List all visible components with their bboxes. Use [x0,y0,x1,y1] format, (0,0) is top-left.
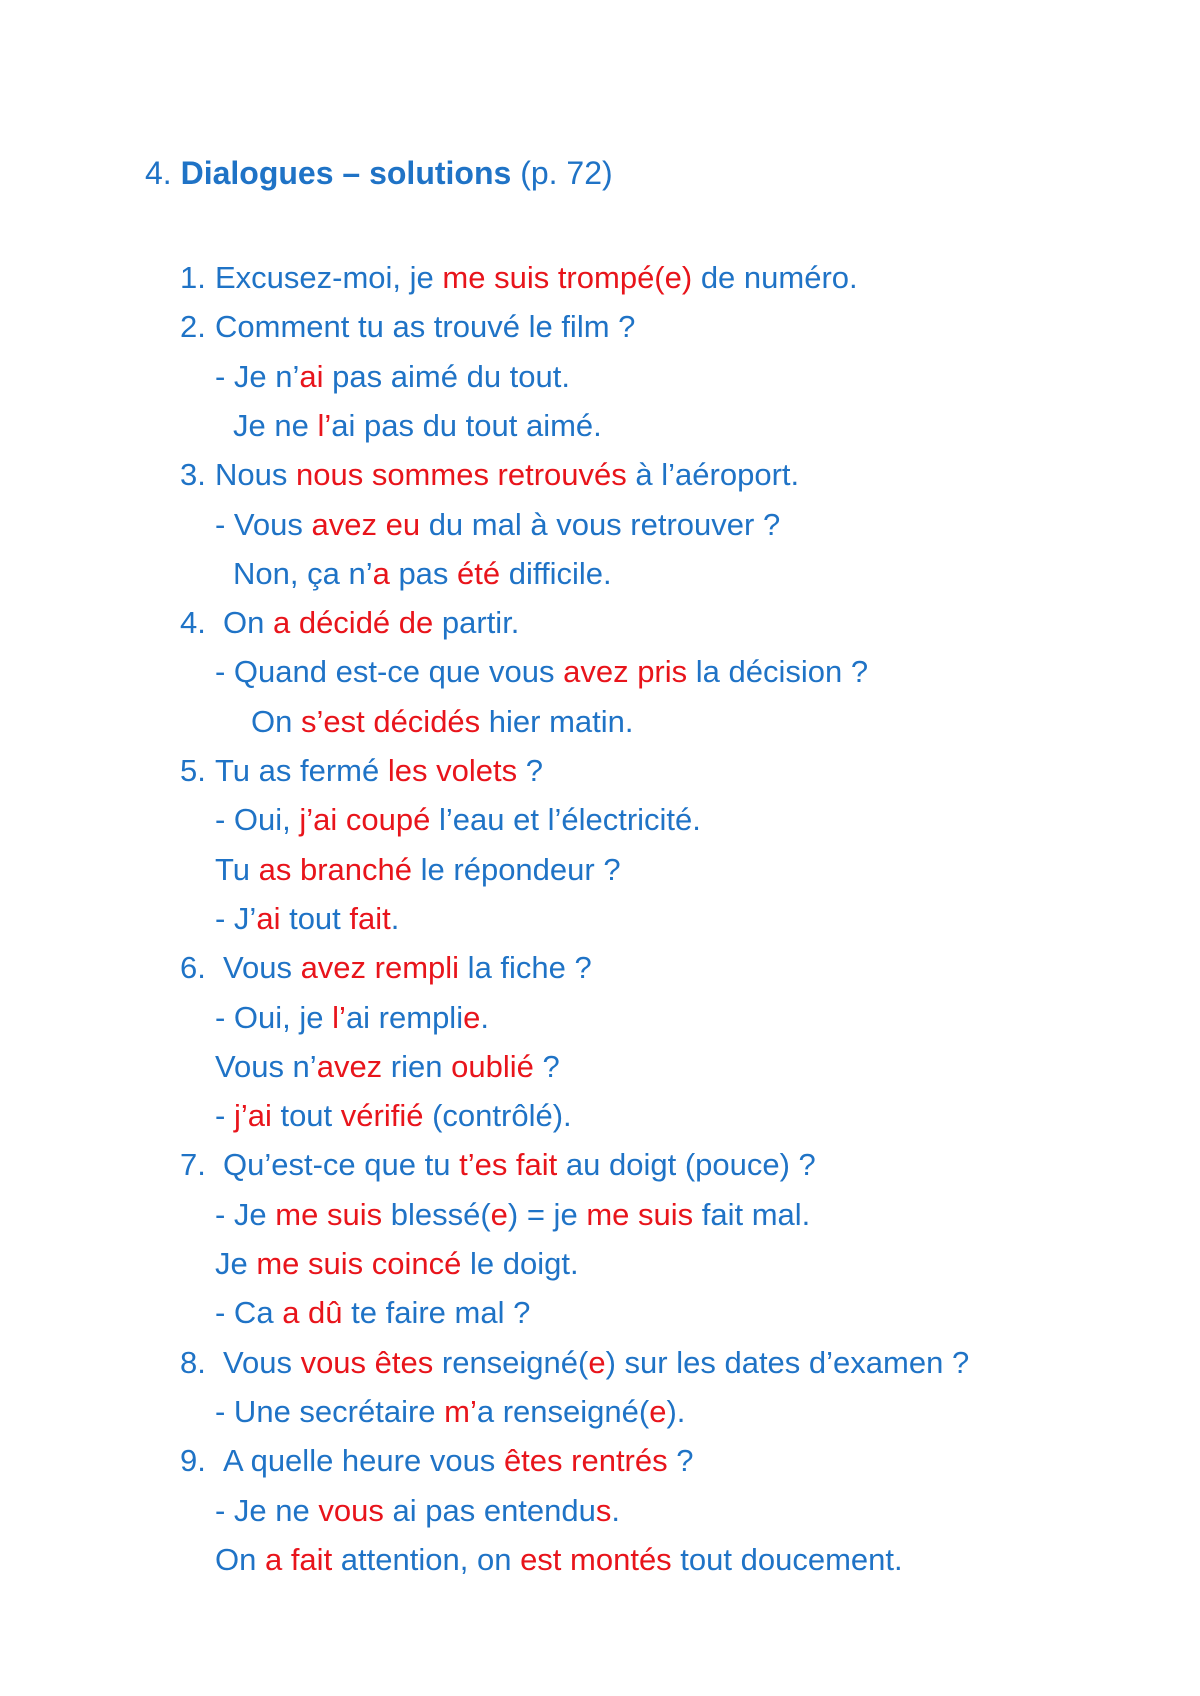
dialogue-text: Tu [215,852,259,887]
dialogue-text: rien [382,1049,452,1084]
dialogue-line [215,1194,810,1236]
answer-highlight: me suis coincé [256,1246,462,1281]
dialogue-text: pas aimé du tout. [323,359,570,394]
answer-highlight: les volets [387,753,518,788]
dialogue-text: le répondeur ? [412,852,621,887]
dialogue-text: - Oui, [215,802,300,837]
dialogue-text: de numéro. [692,260,858,295]
answer-highlight: avez [316,1049,383,1084]
answer-highlight: vérifié [340,1098,424,1133]
dialogue-text: - J’ [215,901,257,936]
answer-highlight: e [649,1394,667,1429]
dialogue-text: ) = je [507,1197,587,1232]
dialogue-line [233,405,602,447]
dialogue-line [215,1095,572,1137]
dialogue-text: le doigt. [461,1246,579,1281]
answer-highlight: me suis [275,1197,383,1232]
answer-highlight: avez eu [311,507,421,542]
dialogue-text: l’eau et l’électricité. [430,802,701,837]
dialogue-question [223,1144,816,1186]
item-number: 2. [180,309,206,344]
dialogue-text: à l’aéroport. [626,457,800,492]
item-number: 4. [180,605,206,640]
answer-highlight: nous sommes retrouvés [295,457,627,492]
answer-highlight: s’est décidés [300,704,481,739]
item-number: 6. [180,950,206,985]
dialogue-line [251,701,634,743]
dialogue-line [233,553,612,595]
answer-highlight: avez pris [563,654,688,689]
dialogue-text: tout [271,1098,341,1133]
dialogue-text: - [215,1098,234,1133]
dialogue-text: hier matin. [480,704,634,739]
answer-highlight: me suis trompé(e) [442,260,693,295]
dialogue-question [215,454,799,496]
dialogue-question [215,257,858,299]
dialogue-text: (contrôlé). [423,1098,572,1133]
dialogue-text: . [480,1000,489,1035]
dialogue-text: Je [215,1246,257,1281]
answer-highlight: j’ai [233,1098,272,1133]
answer-highlight: vous [318,1493,384,1528]
dialogue-text: au doigt (pouce) ? [557,1147,816,1182]
section-heading [145,150,613,196]
dialogue-text: pas [389,556,458,591]
dialogue-text: ) sur les dates d’examen ? [605,1345,970,1380]
dialogue-question [215,306,635,348]
dialogue-text: tout doucement. [671,1542,903,1577]
dialogue-text: On [223,605,273,640]
item-number: 7. [180,1147,206,1182]
dialogue-text: - Je [215,1197,276,1232]
dialogue-line [215,504,780,546]
dialogue-text: - Oui, je [215,1000,333,1035]
answer-highlight: vous êtes [300,1345,434,1380]
dialogue-text: Vous [223,950,301,985]
answer-highlight: été [457,556,501,591]
dialogue-text: On [251,704,301,739]
dialogue-text: ai pas du tout aimé. [331,408,602,443]
answer-highlight: ai [299,359,324,394]
dialogue-text: Vous n’ [215,1049,317,1084]
dialogue-question [223,1342,969,1384]
dialogue-text: attention, on [332,1542,521,1577]
answer-highlight: oublié [451,1049,534,1084]
dialogue-text: Vous [223,1345,301,1380]
dialogue-line [215,799,701,841]
answer-highlight: m’ [444,1394,477,1429]
dialogue-line [215,1391,685,1433]
dialogue-line [215,849,621,891]
dialogue-text: ? [667,1443,694,1478]
dialogue-text: Excusez-moi, je [215,260,443,295]
dialogue-text: ai pas entendu [383,1493,596,1528]
answer-highlight: fait [349,901,391,936]
answer-highlight: est montés [520,1542,672,1577]
dialogue-line [215,1046,560,1088]
item-number: 1. [180,260,206,295]
dialogue-text: . [390,901,400,936]
dialogue-text: renseigné( [433,1345,589,1380]
dialogue-text: - Je ne [215,1493,319,1528]
answer-highlight: e [463,1000,481,1035]
item-number: 5. [180,753,206,788]
heading-page-ref: (p. 72) [511,155,613,191]
answer-highlight: j’ai coupé [299,802,431,837]
dialogue-text: Je ne [233,408,318,443]
dialogue-line [215,1243,579,1285]
dialogue-line [215,898,399,940]
dialogue-text: Non, ça n’ [233,556,373,591]
dialogue-question [223,602,519,644]
dialogue-line [215,1292,530,1334]
answer-highlight: a décidé de [272,605,434,640]
answer-highlight: me suis [586,1197,694,1232]
dialogue-text: Comment tu as trouvé le film ? [215,309,636,344]
dialogue-text: - Quand est-ce que vous [215,654,564,689]
answer-highlight: l’ [317,408,332,443]
dialogue-line [215,1490,620,1532]
dialogue-text: - Je n’ [215,359,300,394]
answer-highlight: a dû [282,1295,343,1330]
item-number: 3. [180,457,206,492]
answer-highlight: e [490,1197,508,1232]
answer-highlight: as branché [258,852,413,887]
answer-highlight: s [595,1493,612,1528]
dialogue-line [215,1539,903,1581]
answer-highlight: êtes rentrés [503,1443,668,1478]
answer-highlight: ai [256,901,281,936]
dialogue-text: difficile. [500,556,612,591]
dialogue-text: tout [280,901,350,936]
dialogue-text: Tu as fermé [215,753,388,788]
dialogue-text: la fiche ? [459,950,592,985]
heading-title: Dialogues – solutions [180,155,512,191]
dialogue-question [215,750,543,792]
dialogue-line [215,997,489,1039]
dialogue-text: ai rempli [345,1000,464,1035]
item-number: 8. [180,1345,206,1380]
answer-highlight: a [372,556,390,591]
answer-highlight: avez rempli [300,950,460,985]
dialogue-text: On [215,1542,265,1577]
dialogue-text: fait mal. [693,1197,811,1232]
dialogue-text: du mal à vous retrouver ? [420,507,781,542]
answer-highlight: a fait [264,1542,333,1577]
dialogue-text: ? [517,753,543,788]
dialogue-question [223,947,592,989]
answer-highlight: l’ [332,1000,346,1035]
dialogue-text: A quelle heure vous [223,1443,504,1478]
dialogue-text: te faire mal ? [342,1295,531,1330]
dialogue-text: Nous [215,457,296,492]
dialogue-text: - Une secrétaire [215,1394,445,1429]
answer-highlight: t’es fait [459,1147,558,1182]
dialogue-text: Qu’est-ce que tu [223,1147,460,1182]
item-number: 9. [180,1443,206,1478]
dialogue-text: . [611,1493,621,1528]
dialogue-text: partir. [433,605,520,640]
dialogue-text: - Vous [215,507,312,542]
answer-highlight: e [588,1345,606,1380]
heading-number: 4. [145,155,181,191]
dialogue-text: blessé( [382,1197,491,1232]
dialogue-text: ). [666,1394,686,1429]
dialogue-line [215,651,868,693]
dialogue-text: - Ca [215,1295,283,1330]
dialogue-text: ? [533,1049,560,1084]
dialogue-line [215,356,570,398]
dialogue-text: a renseigné( [476,1394,650,1429]
dialogue-question [223,1440,694,1482]
dialogue-text: la décision ? [687,654,869,689]
